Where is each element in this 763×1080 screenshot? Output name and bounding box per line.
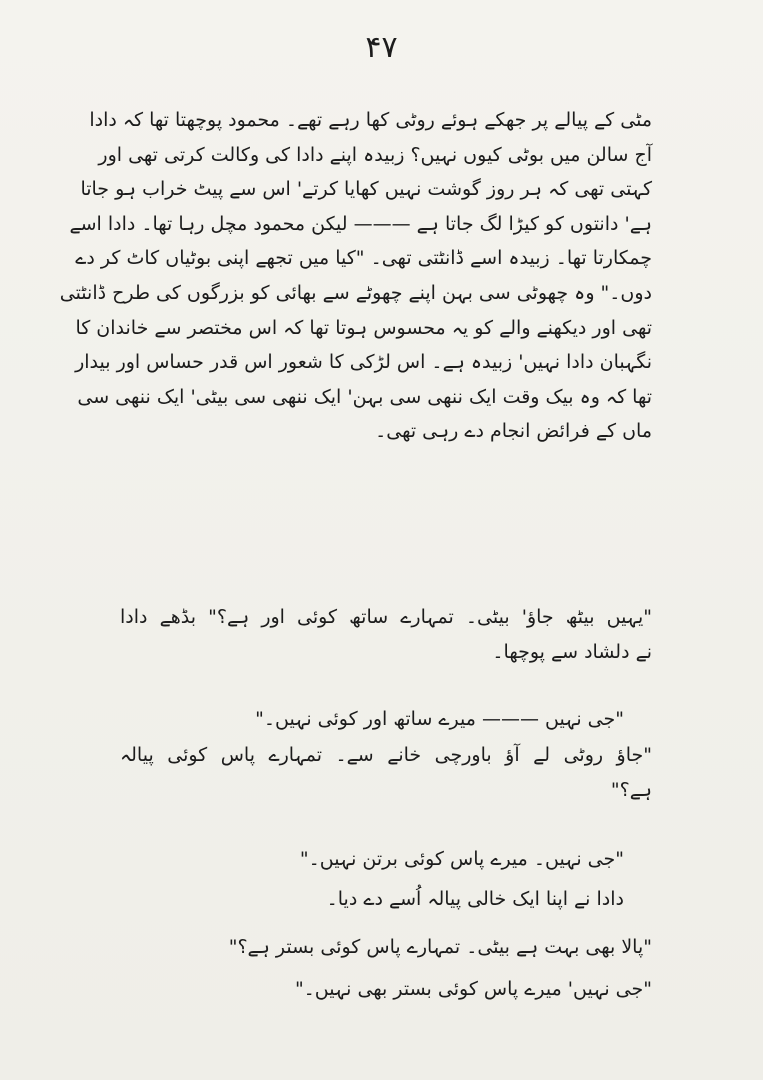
text-line: "جاؤ روٹی لے آؤ باورچی خانے سے۔ تمہارے پاس کوئی پیالہ (120, 744, 652, 766)
text-line: نگہبان دادا نہیں' زبیدہ ہے۔ اس لڑکی کا شعور اس قدر حساس اور بیدار (75, 351, 652, 374)
text-line: "جی نہیں ——— میرے ساتھ اور کوئی نہیں۔" (255, 708, 624, 730)
text-line: دوں۔" وہ چھوٹی سی بہن اپنے چھوٹے سے بھائی کو بزرگوں کی طرح ڈانٹتی (59, 281, 652, 304)
dialogue-5 (120, 972, 652, 1007)
paragraph-2 (120, 600, 652, 669)
text-line: نے دلشاد سے پوچھا۔ (492, 640, 652, 663)
text-line: ماں کے فرائض انجام دے رہی تھی۔ (375, 420, 652, 443)
text-line: تھا کہ وہ بیک وقت ایک ننھی سی بہن' ایک ننھی سی بیٹی' ایک ننھی سی (77, 385, 652, 408)
text-line: "پالا بھی بہت ہے بیٹی۔ تمہارے پاس کوئی بستر ہے؟" (228, 936, 652, 958)
text-line: "یہیں بیٹھ جاؤ' بیٹی۔ تمہارے ساتھ کوئی اور ہے؟" بڈھے دادا (120, 606, 652, 628)
paragraph-3 (120, 738, 652, 807)
paragraph-1 (59, 103, 652, 449)
text-line: تھی اور دیکھنے والے کو یہ محسوس ہوتا تھا کہ اس مختصر سے خاندان کا (75, 316, 652, 339)
text-line: کہتی تھی کہ ہر روز گوشت نہیں کھایا کرتے' اس سے پیٹ خراب ہو جاتا (80, 178, 652, 201)
text-line: ہے' دانتوں کو کیڑا لگ جاتا ہے ——— لیکن محمود مچل رہا تھا۔ دادا اسے (69, 212, 652, 235)
text-line: مٹی کے پیالے پر جھکے ہوئے روٹی کھا رہے تھے۔ محمود پوچھتا تھا کہ دادا (89, 109, 652, 131)
text-line: ہے؟" (610, 778, 652, 801)
text-line: آج سالن میں بوٹی کیوں نہیں؟ زبیدہ اپنے دادا کی وکالت کرتی تھی اور (98, 143, 652, 166)
text-line: "جی نہیں۔ میرے پاس کوئی برتن نہیں۔" (299, 848, 624, 870)
dialogue-4 (120, 930, 652, 965)
dialogue-3 (120, 882, 652, 917)
dialogue-2 (120, 842, 652, 877)
text-line: "جی نہیں' میرے پاس کوئی بستر بھی نہیں۔" (294, 978, 652, 1000)
text-line: چمکارتا تھا۔ زبیدہ اسے ڈانٹتی تھی۔ "کیا میں تجھے اپنی بوٹیاں کاٹ کر دے (75, 247, 652, 270)
text-line: دادا نے اپنا ایک خالی پیالہ اُسے دے دیا۔ (326, 888, 624, 910)
dialogue-1 (120, 702, 652, 737)
page-number: ۴۷ (365, 30, 398, 65)
